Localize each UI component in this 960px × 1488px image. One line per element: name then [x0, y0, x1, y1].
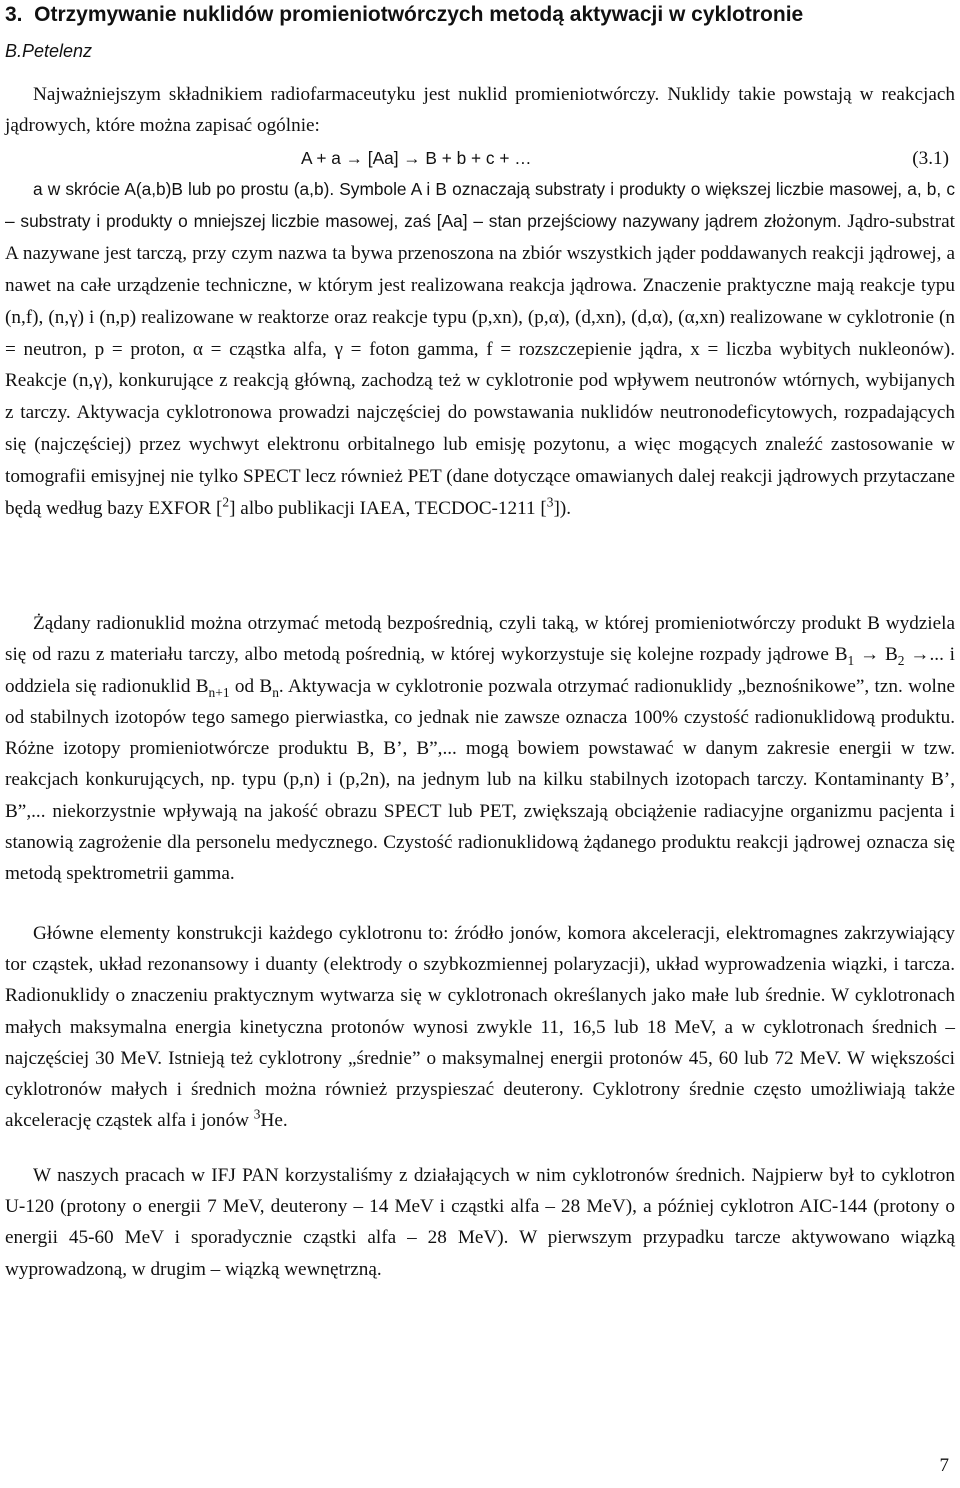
subscript: 2 [897, 653, 905, 669]
document-page [5, 0, 955, 1488]
paragraph-reaction-notation [5, 174, 955, 525]
paragraph-lead-text: a w skrócie A(a,b)B lub po prostu (a,b). Symbole A i B oznaczają substraty i produkty o większej liczbie masowej, a, b, c – substraty i produkty o mniejszej liczbie masowej, zaś [Aa] – stan przejściowy nazywany jądrem złożonym. [5, 179, 955, 231]
page-number: 7 [939, 1455, 949, 1476]
paragraph-text: od B [229, 675, 273, 697]
reference-marker: 3 [546, 494, 554, 510]
author-name: B.Petelenz [5, 41, 93, 61]
paragraph-text: →... i oddziela się radionuklid B [5, 644, 955, 697]
paragraph-ifj-cyclotrons: W naszych pracach w IFJ PAN korzystaliśmy z działających w nim cyklotronów średnich. Najpierw był to cyklotron U-120 (protony o energii 7 MeV, deuterony – 14 MeV i cząstki alfa – 28 MeV), a później cyklotron AIC-144 (protony o energii 45-60 MeV i sporadycznie cząstki alfa – 28 MeV). W pierwszym przypadku tarcze aktywowano wiązką wyprowadzoną, w drugim – wiązką wewnętrzną. [5, 1165, 955, 1280]
paragraph-text: ]). [553, 498, 572, 520]
paragraph-cyclotron-elements [5, 918, 955, 1136]
paragraph-radionuclide-production [5, 608, 955, 890]
subscript: n+1 [208, 684, 230, 700]
paragraph-text: . Aktywacja w cyklotronie pozwala otrzymać radionuklidy „beznośnikowe”, tzn. wolne od stabilnych izotopów tego samego pierwiastka, co jednak nie zawsze oznacza 100% czystość radionuklidową produktu. Różne izotopy promieniotwórcze produktu B, B’, B”,... mogą bowiem powstawać w danym zakresie energii w tzw. reakcjach konkurujących, np. typu (p,n) i (p,2n), na jednym lub na kilku stabilnych izotopach tarczy. Kontaminanty B’, B”,... niekorzystnie wpływają na jakość obrazu SPECT lub PET, zwiększają obciążenie radiacyjne organizmu pacjenta i stanowią zagrożenie dla personelu medycznego. Czystość radionuklidową żądanego produktu reakcji jądrowej oznacza się metodą spektrometrii gamma. [5, 675, 955, 885]
reference-marker: 2 [222, 494, 230, 510]
reaction-equation: A + a → [Aa] → B + b + c + … [301, 148, 532, 168]
intro-paragraph: Najważniejszym składnikiem radiofarmaceutyku jest nuklid promieniotwórczy. Nuklidy takie powstają w reakcjach jądrowych, które można zapisać ogólnie: [5, 84, 955, 136]
subscript: 1 [847, 653, 855, 669]
paragraph-text: He. [260, 1110, 288, 1132]
equation-number: (3.1) [912, 148, 949, 169]
section-heading: 3. Otrzymywanie nuklidów promieniotwórczych metodą aktywacji w cyklotronie [5, 3, 804, 26]
paragraph-text: → B [854, 644, 898, 666]
paragraph-text: Główne elementy konstrukcji każdego cyklotronu to: źródło jonów, komora akceleracji, elektromagnes zakrzywiający tor cząstek, układ rezonansowy i duanty (elektrody o szybkozmiennej polaryzacji), układ wyprowadzenia wiązki, i tarcza. Radionuklidy o znaczeniu praktycznym wytwarza się w cyklotronach określanych jako małe lub średnie. W cyklotronach małych maksymalna energia kinetyczna protonów wynosi zwykle 11, 16,5 lub 18 MeV, a w cyklotronach średnich – najczęściej 30 MeV. Istnieją też cyklotrony „średnie” o maksymalnej energii protonów 45, 60 lub 72 MeV. W większości cyklotronów małych i średnich można również przyspieszać deuterony. Cyklotrony średnie często umożliwiają także akcelerację cząstek alfa i jonów [5, 923, 955, 1132]
equation-row [5, 143, 955, 174]
paragraph-text: Jądro-substrat A nazywane jest tarczą, przy czym nazwa ta bywa przenoszona na zbiór wszystkich jąder poddawanych reakcji jądrowej, a nawet na całe urządzenie techniczne, w którym jest realizowana reakcja jądrowa. Znaczenie praktyczne mają reakcje typu (n,f), (n,γ) i (n,p) realizowane w reaktorze oraz reakcje typu (p,xn), (p,α), (d,xn), (d,α), (α,xn) realizowane w cyklotronie (n = neutron, p = proton, α = cząstka alfa, γ = foton gamma, f = rozszczepienie jądra, x = liczba wybitych nukleonów). Reakcje (n,γ), konkurujące z reakcją główną, zachodzą też w cyklotronie pod wpływem neutronów wtórnych, wybijanych z tarczy. Aktywacja cyklotronowa prowadzi najczęściej do powstawania nuklidów neutronodeficytowych, rozpadających się (najczęściej) przez wychwyt elektronu orbitalnego lub emisję pozytonu, a więc mogących znaleźć zastosowanie w tomografii emisyjnej nie tylko SPECT lecz również PET (dane dotyczące omawianych dalej reakcji jądrowych przytaczane będą według bazy EXFOR [ [5, 210, 955, 520]
paragraph-text: Żądany radionuklid można otrzymać metodą bezpośrednią, czyli taką, w której promieniotwórczy produkt B wydziela się od razu z materiału tarczy, albo metodą pośrednią, w której wykorzystuje się kolejne rozpady jądrowe B [5, 613, 955, 666]
superscript: 3 [253, 1106, 261, 1122]
subscript: n [272, 684, 279, 700]
paragraph-text: ] albo publikacji IAEA, TECDOC-1211 [ [229, 498, 547, 520]
